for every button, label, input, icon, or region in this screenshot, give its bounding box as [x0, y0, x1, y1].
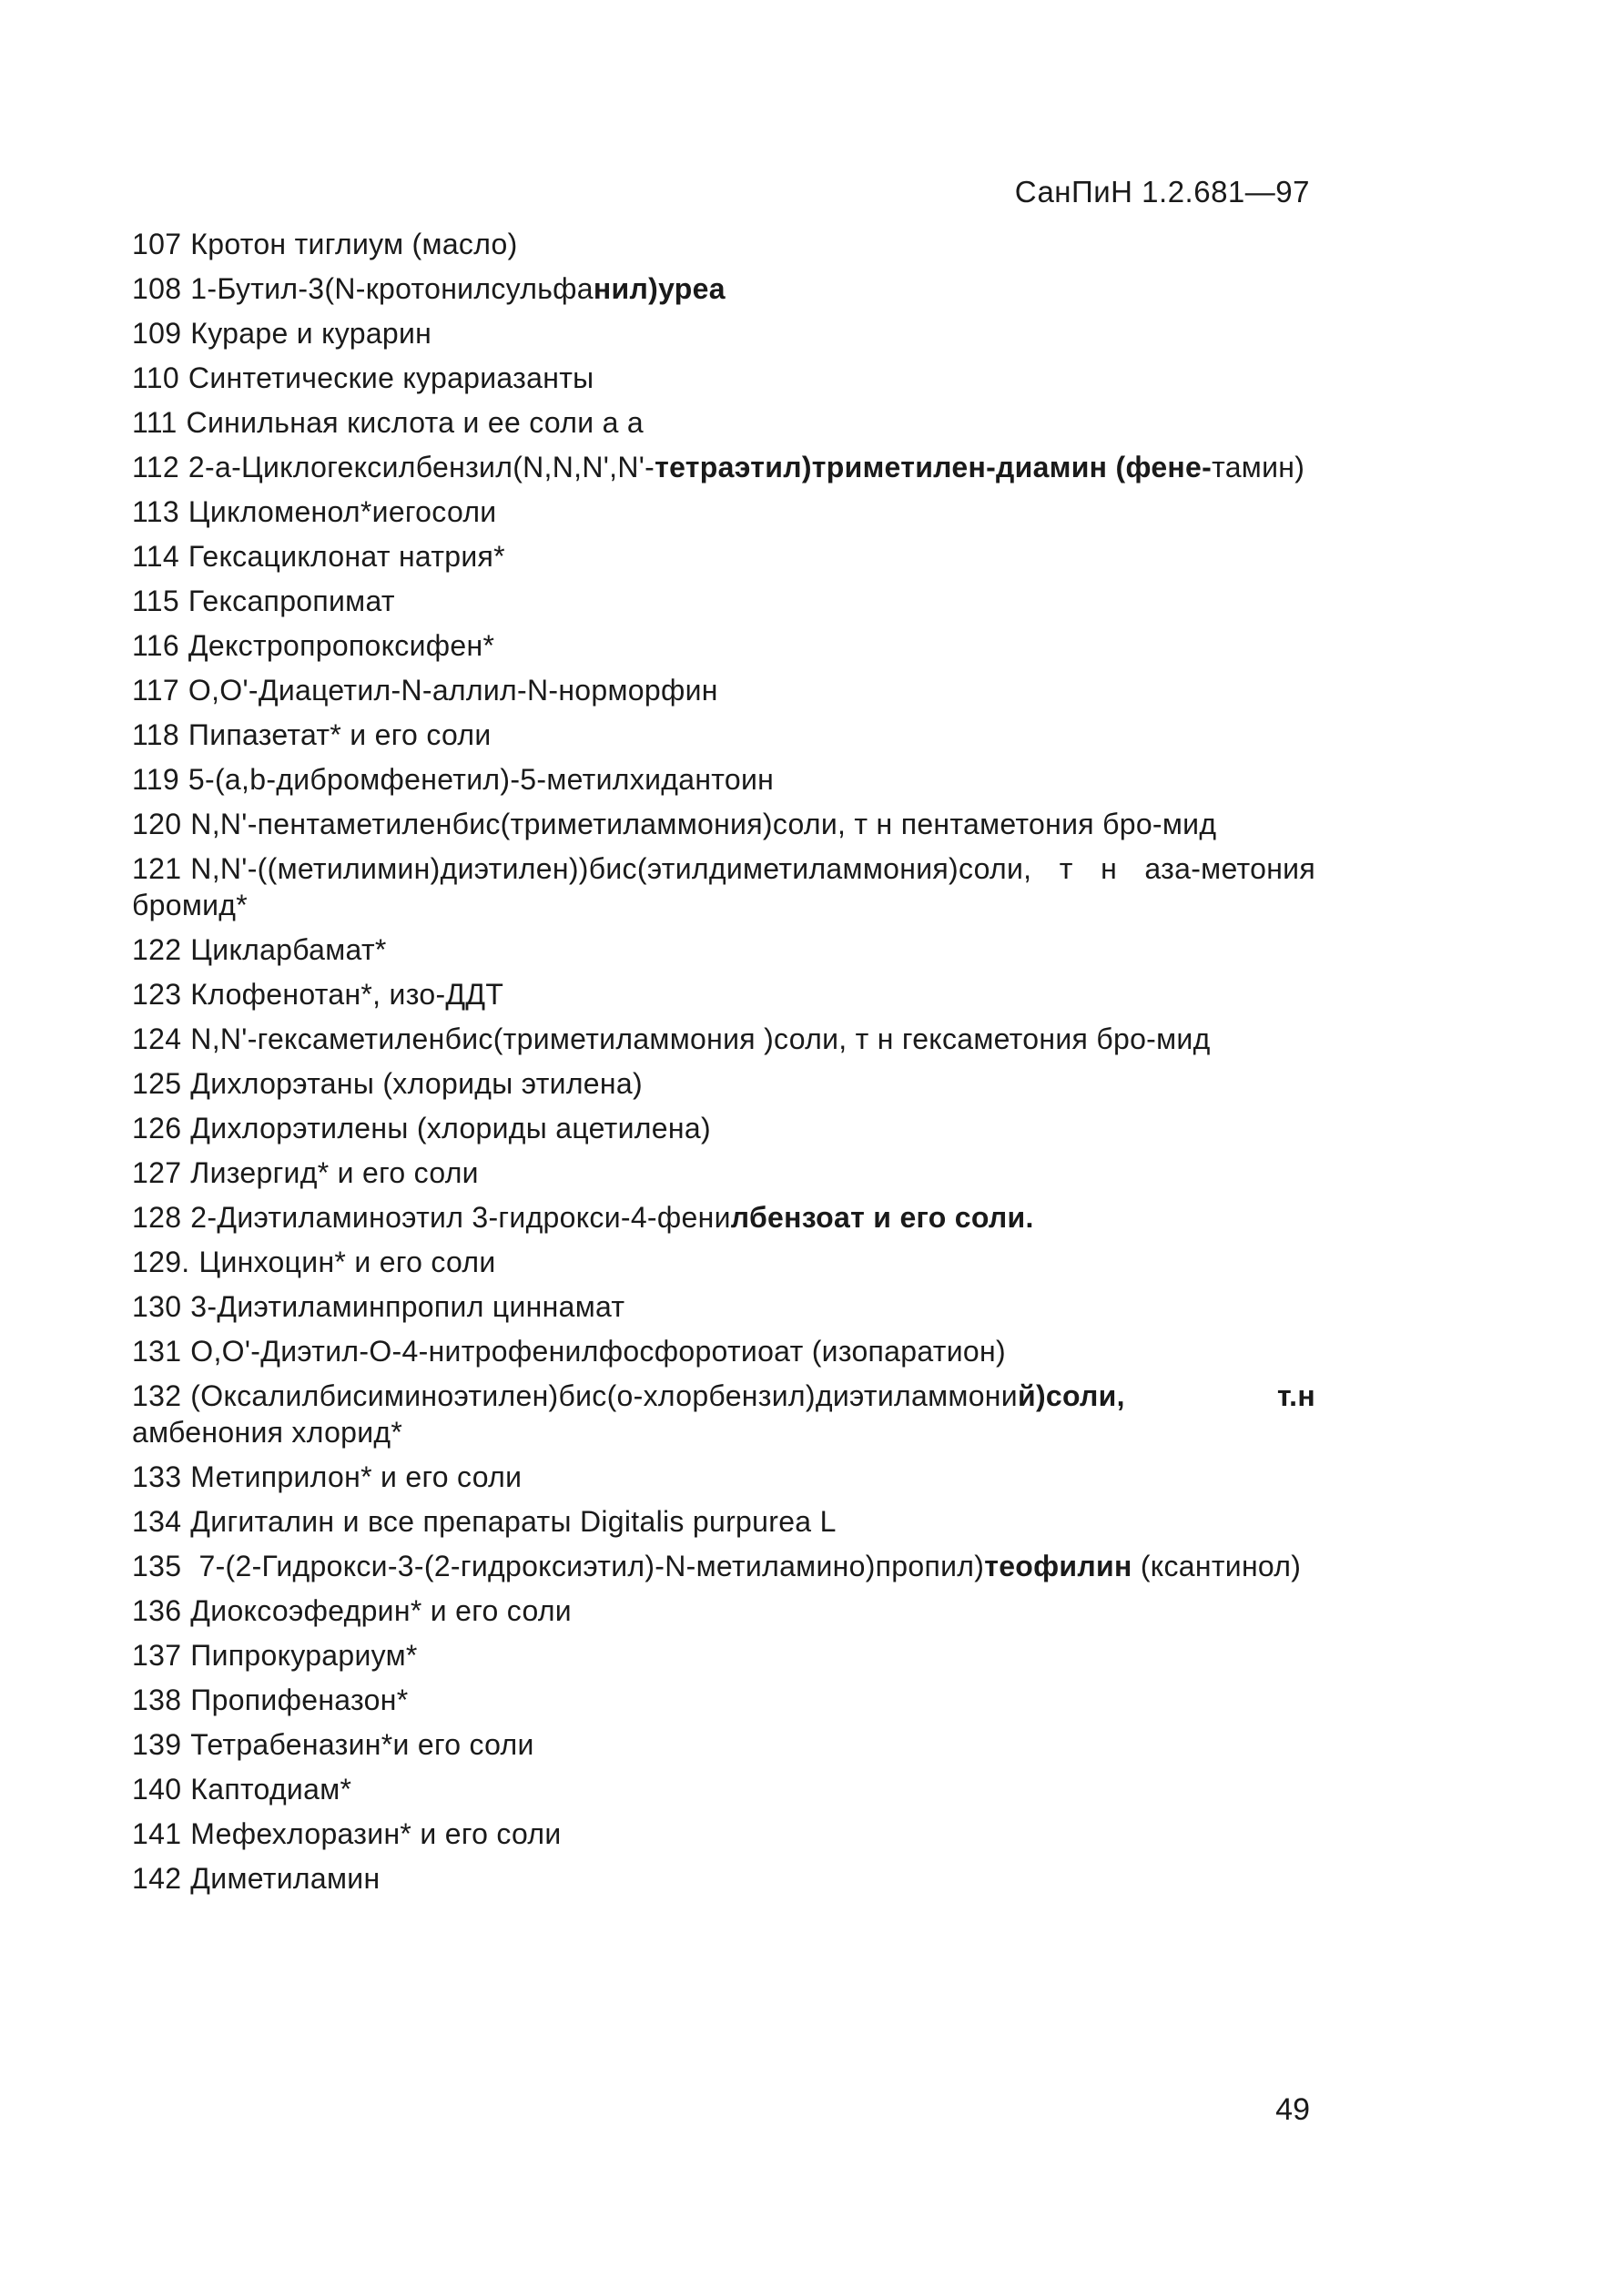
entry-number: 110 [132, 361, 179, 394]
list-item [132, 1503, 1315, 1540]
list-item [132, 931, 1315, 968]
list-item [132, 1155, 1315, 1191]
entry-number: 118 [132, 718, 179, 751]
list-item [132, 850, 1315, 923]
entry-text: Диоксоэфедрин* и его соли [190, 1594, 572, 1627]
entry-text: Кураре и курарин [190, 317, 432, 350]
entry-text: Гексациклонат натрия* [188, 540, 505, 573]
entry-number: 142 [132, 1862, 182, 1895]
entry-text: Декстропропоксифен* [188, 629, 495, 662]
list-item [132, 226, 1315, 262]
entry-text: Цинхоцин* и его соли [198, 1246, 496, 1278]
entry-text: нил)уреа [593, 272, 726, 305]
page-number: 49 [1275, 2092, 1310, 2127]
entry-text: Кротон тиглиум (масло) [190, 228, 518, 260]
list-item [132, 627, 1315, 664]
entry-text: Мефехлоразин* и его соли [190, 1817, 562, 1850]
list-item [132, 761, 1315, 798]
list-item [132, 1548, 1315, 1584]
list-item [132, 1021, 1315, 1057]
entry-number: 129. [132, 1246, 190, 1278]
list-item [132, 538, 1315, 575]
entry-number: 130 [132, 1290, 182, 1323]
list-item [132, 1065, 1315, 1102]
list-item [132, 1459, 1315, 1495]
entry-number: 125 [132, 1067, 182, 1100]
entry-text: Пипрокурариум* [190, 1639, 418, 1672]
entry-number: 123 [132, 978, 182, 1011]
entry-number: 131 [132, 1335, 182, 1368]
entry-number: 137 [132, 1639, 182, 1672]
entry-text: Синильная кислота и ее соли а а [186, 406, 645, 439]
list-item [132, 976, 1315, 1012]
list-item [132, 1860, 1315, 1897]
entry-text: 7-(2-Гидрокси-3-(2-гидроксиэтил)-N-метиламино)пропил) [190, 1550, 985, 1582]
entry-text: 3-Диэтиламинпропил циннамат [190, 1290, 625, 1323]
entry-text: (Оксалилбисиминоэтилен)бис(о-хлорбензил)диэтиламмони [190, 1379, 1018, 1412]
entry-number: 107 [132, 228, 182, 260]
entry-text: Цикларбамат* [190, 933, 387, 966]
entry-number: 113 [132, 495, 179, 528]
entry-text: Дигиталин и все препараты Digitalis purpurea L [190, 1505, 837, 1538]
entry-text: Тетрабеназин*и его соли [190, 1728, 534, 1761]
list-item [132, 315, 1315, 351]
entry-text: N,N'-пентаметиленбис(триметиламмония)соли, т н пентаметония бро-мид [190, 808, 1217, 840]
list-item [132, 1771, 1315, 1807]
entry-number: 136 [132, 1594, 182, 1627]
entry-text: 2-а-Циклогексилбензил(N,N,N',N'- [188, 451, 655, 483]
entry-text: лбензоат и его соли. [730, 1201, 1034, 1234]
entry-text: Лизергид* и его соли [190, 1156, 479, 1189]
entry-number: 115 [132, 585, 179, 617]
entry-number: 119 [132, 763, 179, 796]
list-item [132, 1333, 1315, 1369]
entry-number: 141 [132, 1817, 182, 1850]
entry-text: Пипазетат* и его соли [188, 718, 492, 751]
entry-number: 111 [132, 406, 178, 439]
entry-number: 128 [132, 1201, 182, 1234]
entry-number: 133 [132, 1460, 182, 1493]
list-item [132, 1726, 1315, 1763]
list-item [132, 1244, 1315, 1280]
entry-number: 114 [132, 540, 179, 573]
entry-number: 112 [132, 451, 179, 483]
entry-number: 124 [132, 1022, 182, 1055]
entry-number: 134 [132, 1505, 182, 1538]
list-item [132, 717, 1315, 753]
entry-text: тамин) [1212, 451, 1305, 483]
list-item [132, 270, 1315, 307]
list-item [132, 1637, 1315, 1674]
entry-number: 140 [132, 1773, 182, 1806]
list-item [132, 1816, 1315, 1852]
entry-text: Диметиламин [190, 1862, 381, 1895]
list-item [132, 1592, 1315, 1629]
entry-number: 139 [132, 1728, 182, 1761]
document-header: СанПиН 1.2.681—97 [1014, 175, 1310, 209]
entry-text: й)соли, т.н [1017, 1379, 1315, 1412]
entry-text: Гексапропимат [188, 585, 395, 617]
entry-number: 126 [132, 1112, 182, 1144]
entry-text: Дихлорэтилены (хлориды ацетилена) [190, 1112, 711, 1144]
entry-number: 122 [132, 933, 182, 966]
list-item [132, 404, 1315, 441]
entry-text: Цикломенол*иегосоли [188, 495, 497, 528]
entry-number: 135 [132, 1550, 182, 1582]
list-item [132, 1199, 1315, 1236]
entry-number: 138 [132, 1684, 182, 1716]
entry-number: 127 [132, 1156, 182, 1189]
entry-text: 1-Бутил-3(N-кротонилсульфа [190, 272, 594, 305]
entry-number: 120 [132, 808, 182, 840]
entry-number: 117 [132, 674, 179, 707]
entry-text: Каптодиам* [190, 1773, 352, 1806]
entry-number: 121 [132, 852, 182, 885]
list-item [132, 806, 1315, 842]
entry-number: 132 [132, 1379, 182, 1412]
list-item [132, 1288, 1315, 1325]
list-item [132, 1682, 1315, 1718]
entry-text: Дихлорэтаны (хлориды этилена) [190, 1067, 643, 1100]
entry-text: (ксантинол) [1132, 1550, 1302, 1582]
entry-text: О,О'-Диацетил-N-аллил-N-норморфин [188, 674, 718, 707]
list-item [132, 1110, 1315, 1146]
entry-text: Метиприлон* и его соли [190, 1460, 523, 1493]
entry-text: N,N'-гексаметиленбис(триметиламмония )соли, т н гексаметония бро-мид [190, 1022, 1211, 1055]
substance-list [132, 226, 1315, 1905]
entry-text: 2-Диэтиламиноэтил 3-гидрокси-4-фени [190, 1201, 731, 1234]
list-item [132, 493, 1315, 530]
entry-number: 108 [132, 272, 182, 305]
entry-text: теофилин [984, 1550, 1132, 1582]
entry-text: 5-(a,b-дибромфенетил)-5-метилхидантоин [188, 763, 775, 796]
entry-number: 116 [132, 629, 179, 662]
entry-number: 109 [132, 317, 182, 350]
entry-text: амбенония хлорид* [132, 1416, 403, 1449]
list-item [132, 360, 1315, 396]
list-item [132, 449, 1315, 485]
entry-text: О,О'-Диэтил-О-4-нитрофенилфосфоротиоат (изопаратион) [190, 1335, 1006, 1368]
list-item [132, 583, 1315, 619]
entry-text: Пропифеназон* [190, 1684, 409, 1716]
entry-text: тетраэтил)триметилен-диамин (фене- [655, 451, 1213, 483]
list-item [132, 672, 1315, 708]
list-item [132, 1378, 1315, 1450]
entry-text: N,N'-((метилимин)диэтилен))бис(этилдиметиламмония)соли, т н аза-метония бромид* [132, 852, 1315, 921]
entry-text: Клофенотан*, изо-ДДТ [190, 978, 504, 1011]
entry-text: Синтетические курариазанты [188, 361, 594, 394]
